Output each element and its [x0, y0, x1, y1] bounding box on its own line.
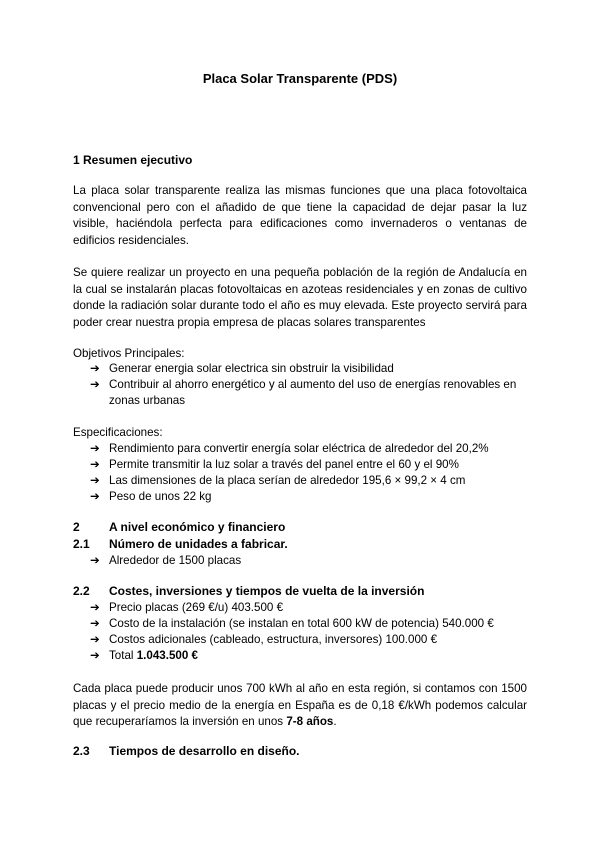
arrow-bullet-icon: ➔ — [90, 474, 100, 487]
arrow-bullet-icon: ➔ — [90, 362, 100, 375]
summary-paragraph-1: La placa solar transparente realiza las mismas funciones que una placa fotovoltaica convencional pero con el añadido de que tiene la capacidad de dejar pasar la luz visible, haciéndola perfecta para edificaciones como invernaderos o ventanas de edificios residenciales. — [73, 184, 527, 247]
document-title: Placa Solar Transparente (PDS) — [202, 71, 398, 86]
list-item: ➔ Peso de unos 22 kg — [90, 490, 212, 503]
list-item-total: ➔ Total 1.043.500 € — [90, 649, 198, 662]
section-2-2-heading: 2.2 Costes, inversiones y tiempos de vuelta de la inversión — [73, 584, 425, 598]
costs-list — [90, 600, 539, 664]
section-2-1-heading: 2.1 Número de unidades a fabricar. — [73, 537, 288, 551]
specifications-list — [90, 441, 539, 505]
objectives-list — [90, 361, 539, 409]
units-list — [90, 553, 539, 569]
closing-paragraph: Cada placa puede producir unos 700 kWh al año en esta región, si contamos con 1500 placas y el precio medio de la energía en España es de 0,18 €/kWh podemos calcular que recuperaríamos la inversión en unos 7-8 años. — [73, 682, 527, 729]
arrow-bullet-icon: ➔ — [90, 458, 100, 471]
arrow-bullet-icon: ➔ — [90, 442, 100, 455]
section-2-3-heading: 2.3 Tiempos de desarrollo en diseño. — [73, 744, 300, 758]
arrow-bullet-icon: ➔ — [90, 378, 100, 391]
list-item: ➔ Alrededor de 1500 placas — [90, 554, 242, 567]
summary-paragraph-2: Se quiere realizar un proyecto en una pequeña población de la región de Andalucía en la cual se instalarán placas fotovoltaicas en azoteas residenciales y en zonas de cultivo donde la radiación solar durante todo el año es muy elevada. Este proyecto servirá para poder crear nuestra propia empresa de placas solares transparentes — [73, 266, 527, 329]
arrow-bullet-icon: ➔ — [90, 490, 100, 503]
list-item: ➔ Contribuir al ahorro energético y al aumento del uso de energías renovables en zonas urbanas — [90, 378, 517, 407]
list-item: ➔ Generar energia solar electrica sin obstruir la visibilidad — [90, 362, 394, 375]
executive-summary-heading: 1 Resumen ejecutivo — [73, 153, 193, 167]
arrow-bullet-icon: ➔ — [90, 601, 100, 614]
section-2-heading: 2 A nivel económico y financiero — [73, 520, 286, 534]
list-item: ➔ Costo de la instalación (se instalan en total 600 kW de potencia) 540.000 € — [90, 617, 494, 630]
arrow-bullet-icon: ➔ — [90, 649, 100, 662]
payback-period: 7-8 años — [286, 715, 334, 729]
objectives-label: Objetivos Principales: — [73, 347, 185, 360]
arrow-bullet-icon: ➔ — [90, 554, 100, 567]
list-item: ➔ Permite transmitir la luz solar a través del panel entre el 60 y el 90% — [90, 458, 459, 471]
list-item: ➔ Las dimensiones de la placa serían de alrededor 195,6 × 99,2 × 4 cm — [90, 474, 466, 487]
total-value: 1.043.500 € — [136, 649, 198, 662]
list-item: ➔ Costos adicionales (cableado, estructura, inversores) 100.000 € — [90, 633, 438, 646]
list-item: ➔ Precio placas (269 €/u) 403.500 € — [90, 601, 284, 614]
arrow-bullet-icon: ➔ — [90, 633, 100, 646]
arrow-bullet-icon: ➔ — [90, 617, 100, 630]
specifications-label: Especificaciones: — [73, 426, 163, 439]
list-item: ➔ Rendimiento para convertir energía solar eléctrica de alrededor del 20,2% — [90, 442, 489, 455]
